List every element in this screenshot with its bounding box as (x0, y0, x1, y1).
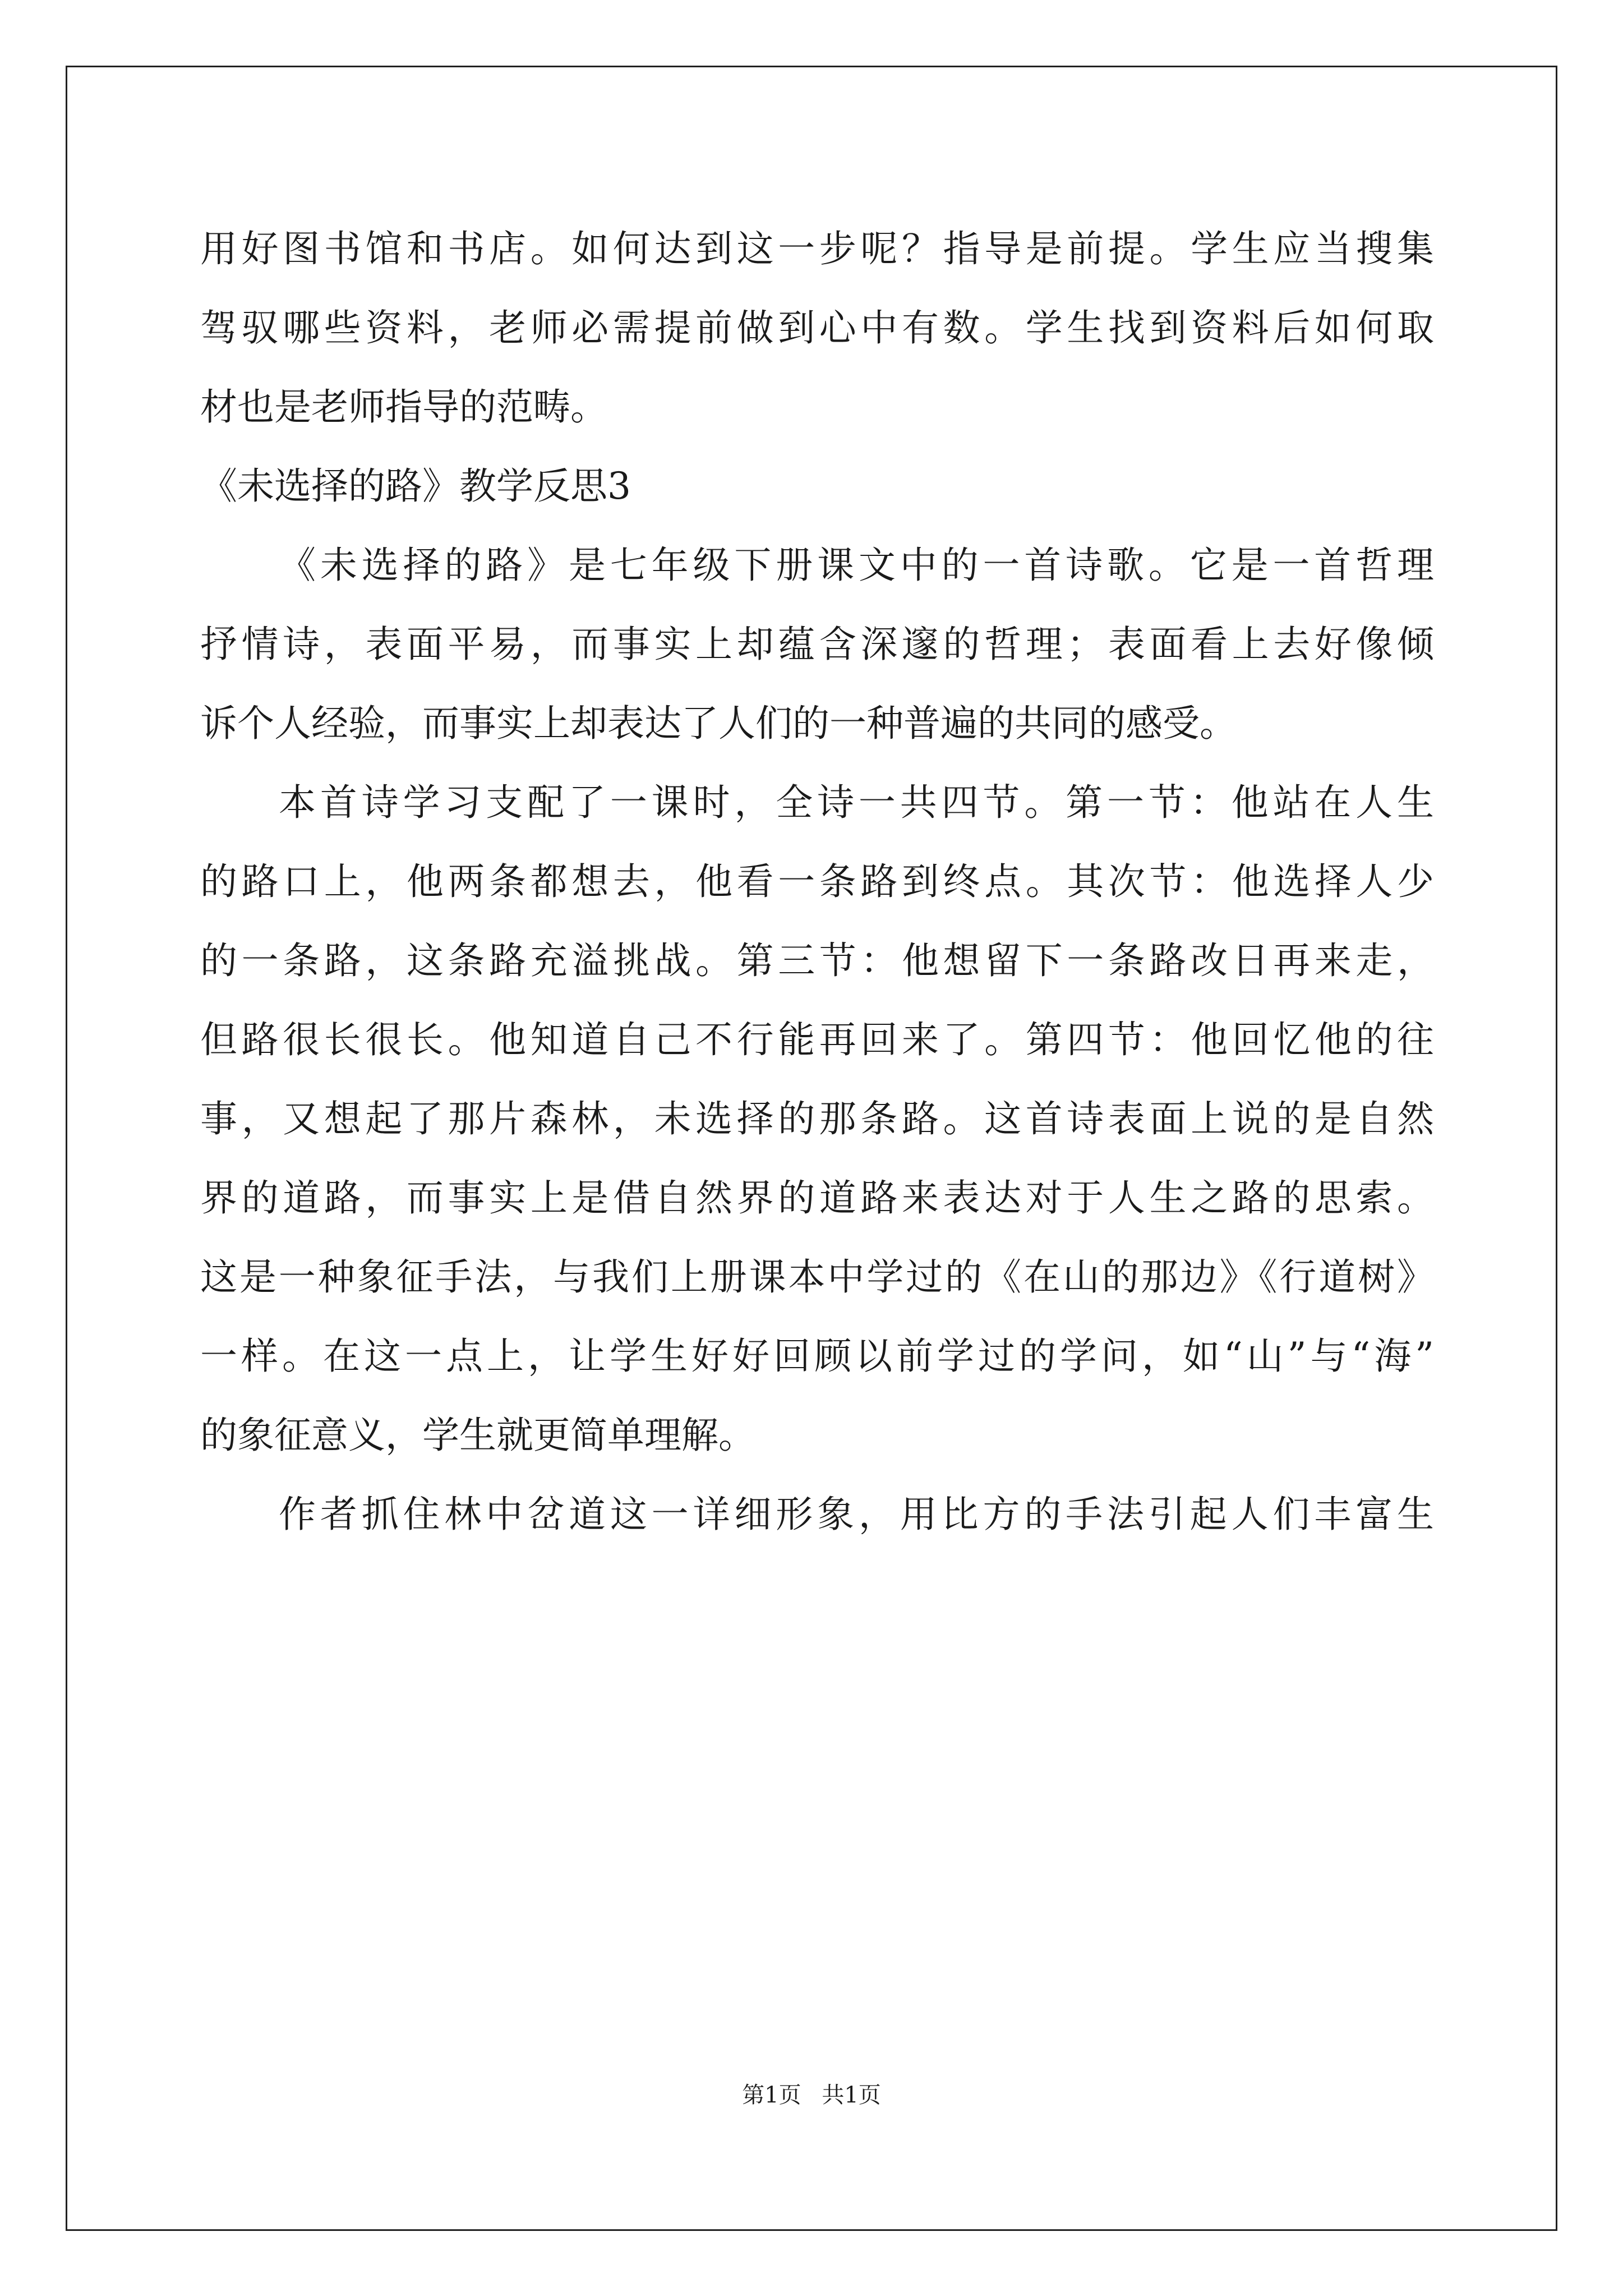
section-heading (200, 447, 1434, 526)
page-number: 第1页 (742, 2082, 801, 2108)
paragraph-continuation (200, 209, 1434, 447)
heading-text: 《未选择的路》教学反思3 (200, 464, 631, 508)
text-line: 事，又想起了那片森林，未选择的那条路。这首诗表面上说的是自然 (200, 1097, 1434, 1140)
text-line: 界的道路，而事实上是借自然界的道路来表达对于人生之路的思索。 (200, 1176, 1434, 1220)
text-line: 抒情诗，表面平易，而事实上却蕴含深邃的哲理；表面看上去好像倾 (200, 623, 1434, 666)
text-line: 这是一种象征手法，与我们上册课本中学过的《在山的那边》《行道树》 (200, 1255, 1434, 1299)
text-line: 本首诗学习支配了一课时，全诗一共四节。第一节：他站在人生 (279, 781, 1434, 824)
text-line: 诉个人经验，而事实上却表达了人们的一种普遍的共同的感受。 (200, 702, 1237, 745)
text-line: 《未选择的路》是七年级下册课文中的一首诗歌。它是一首哲理 (279, 544, 1434, 587)
text-line: 用好图书馆和书店。如何达到这一步呢？指导是前提。学生应当搜集 (200, 227, 1434, 270)
text-line: 的象征意义，学生就更简单理解。 (200, 1414, 755, 1457)
text-line: 材也是老师指导的范畴。 (200, 385, 607, 429)
text-line: 但路很长很长。他知道自己不行能再回来了。第四节：他回忆他的往 (200, 1018, 1434, 1061)
text-line: 一样。在这一点上，让学生好好回顾以前学过的学问，如“山”与“海” (200, 1335, 1434, 1378)
paragraph-intro (200, 526, 1434, 763)
text-line: 驾驭哪些资料，老师必需提前做到心中有数。学生找到资料后如何取 (200, 306, 1434, 349)
text-line: 作者抓住林中岔道这一详细形象，用比方的手法引起人们丰富生 (279, 1493, 1434, 1536)
document-body (200, 209, 1434, 1554)
page-total: 共1页 (822, 2082, 881, 2108)
text-line: 的路口上，他两条都想去，他看一条路到终点。其次节：他选择人少 (200, 860, 1434, 903)
paragraph-author (200, 1475, 1434, 1554)
page-footer (0, 2077, 1623, 2109)
text-line: 的一条路，这条路充溢挑战。第三节：他想留下一条路改日再来走， (200, 939, 1434, 982)
paragraph-analysis (200, 763, 1434, 1475)
